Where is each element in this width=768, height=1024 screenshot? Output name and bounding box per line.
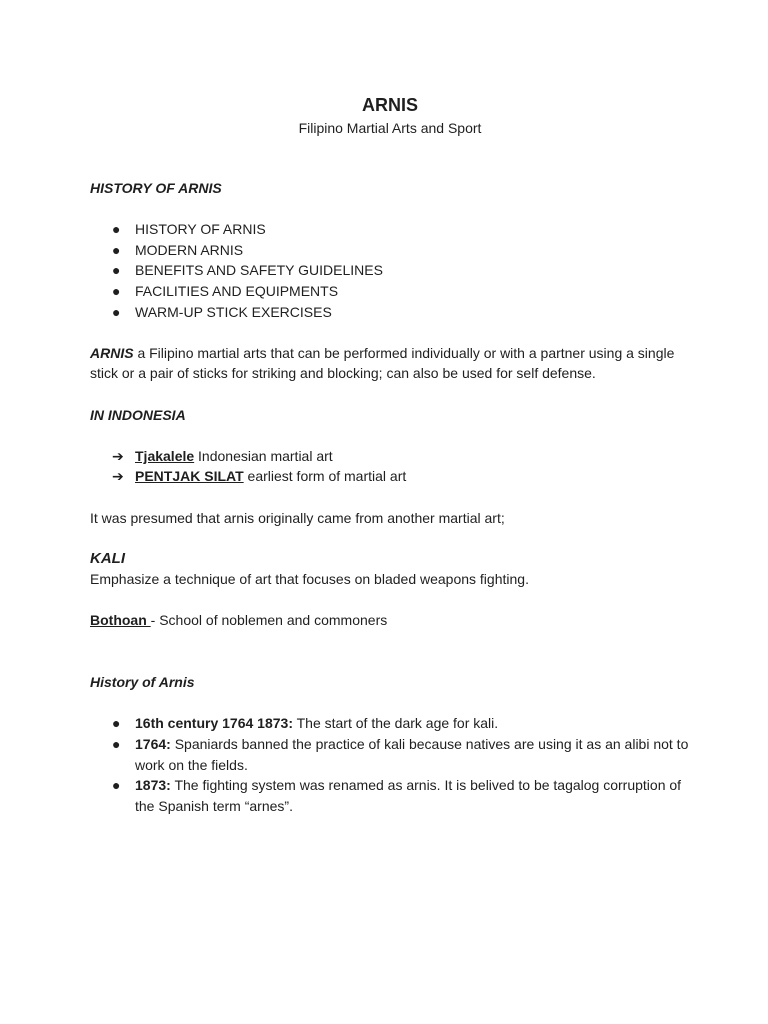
history-text: The start of the dark age for kali. <box>292 715 499 732</box>
list-item <box>90 713 690 734</box>
bullet-icon: ● <box>112 262 121 279</box>
bullet-icon: ● <box>112 715 121 732</box>
arrow-right-icon: ➔ <box>112 447 124 464</box>
indonesia-term: Tjakalele <box>135 447 195 464</box>
indonesia-term: PENTJAK SILAT <box>135 468 244 485</box>
document-subtitle: Filipino Martial Arts and Sport <box>298 120 482 136</box>
toc-item-label: MODERN ARNIS <box>135 241 244 258</box>
arnis-definition <box>90 343 690 384</box>
document-title: ARNIS <box>361 95 418 115</box>
list-item <box>90 240 690 261</box>
list-item <box>90 281 690 302</box>
toc-item-label: BENEFITS AND SAFETY GUIDELINES <box>135 262 383 279</box>
history-heading: HISTORY OF ARNIS <box>90 180 222 196</box>
bullet-icon: ● <box>112 282 121 299</box>
arrow-right-icon: ➔ <box>112 468 124 485</box>
toc-list <box>90 219 690 322</box>
toc-item-label: WARM-UP STICK EXERCISES <box>135 303 332 320</box>
bullet-icon: ● <box>112 736 121 753</box>
history-list <box>90 713 690 816</box>
bullet-icon: ● <box>112 303 121 320</box>
document-page <box>90 93 690 816</box>
list-item <box>90 219 690 240</box>
indonesia-text: Indonesian martial art <box>194 447 333 464</box>
definition-text: a Filipino martial arts that can be performed individually or with a partner using a single stick or a pair of sticks for striking and blocking; can also be used for self defense. <box>90 344 675 382</box>
list-item <box>90 260 690 281</box>
list-item <box>90 775 690 816</box>
toc-item-label: HISTORY OF ARNIS <box>135 221 266 238</box>
history-term: 1764: <box>135 736 171 753</box>
list-item <box>90 446 690 467</box>
bothoan-term: Bothoan <box>90 612 151 629</box>
list-item <box>90 466 690 487</box>
toc-item-label: FACILITIES AND EQUIPMENTS <box>135 282 339 299</box>
history-term: 1873: <box>135 777 171 794</box>
history-text: The fighting system was renamed as arnis. It is belived to be tagalog corruption of the Spanish term “arnes”. <box>135 777 682 814</box>
history-term: 16th century 1764 1873: <box>135 715 293 732</box>
kali-text: Emphasize a technique of art that focuses on bladed weapons fighting. <box>90 571 529 588</box>
definition-term: ARNIS <box>90 344 134 361</box>
list-item <box>90 302 690 323</box>
presumption-text: It was presumed that arnis originally came from another martial art; <box>90 509 505 526</box>
bothoan-text: - School of noblemen and commoners <box>150 612 388 629</box>
indonesia-list <box>90 446 690 487</box>
indonesia-text: earliest form of martial art <box>243 468 407 485</box>
bullet-icon: ● <box>112 241 121 258</box>
indonesia-heading: IN INDONESIA <box>90 406 186 423</box>
history-section-heading: History of Arnis <box>90 674 195 691</box>
bullet-icon: ● <box>112 221 121 238</box>
bullet-icon: ● <box>112 777 121 794</box>
history-text: Spaniards banned the practice of kali because natives are using it as an alibi not to work on the fields. <box>135 736 689 773</box>
kali-heading: KALI <box>90 549 125 567</box>
list-item <box>90 734 690 775</box>
bothoan-definition <box>90 610 690 631</box>
